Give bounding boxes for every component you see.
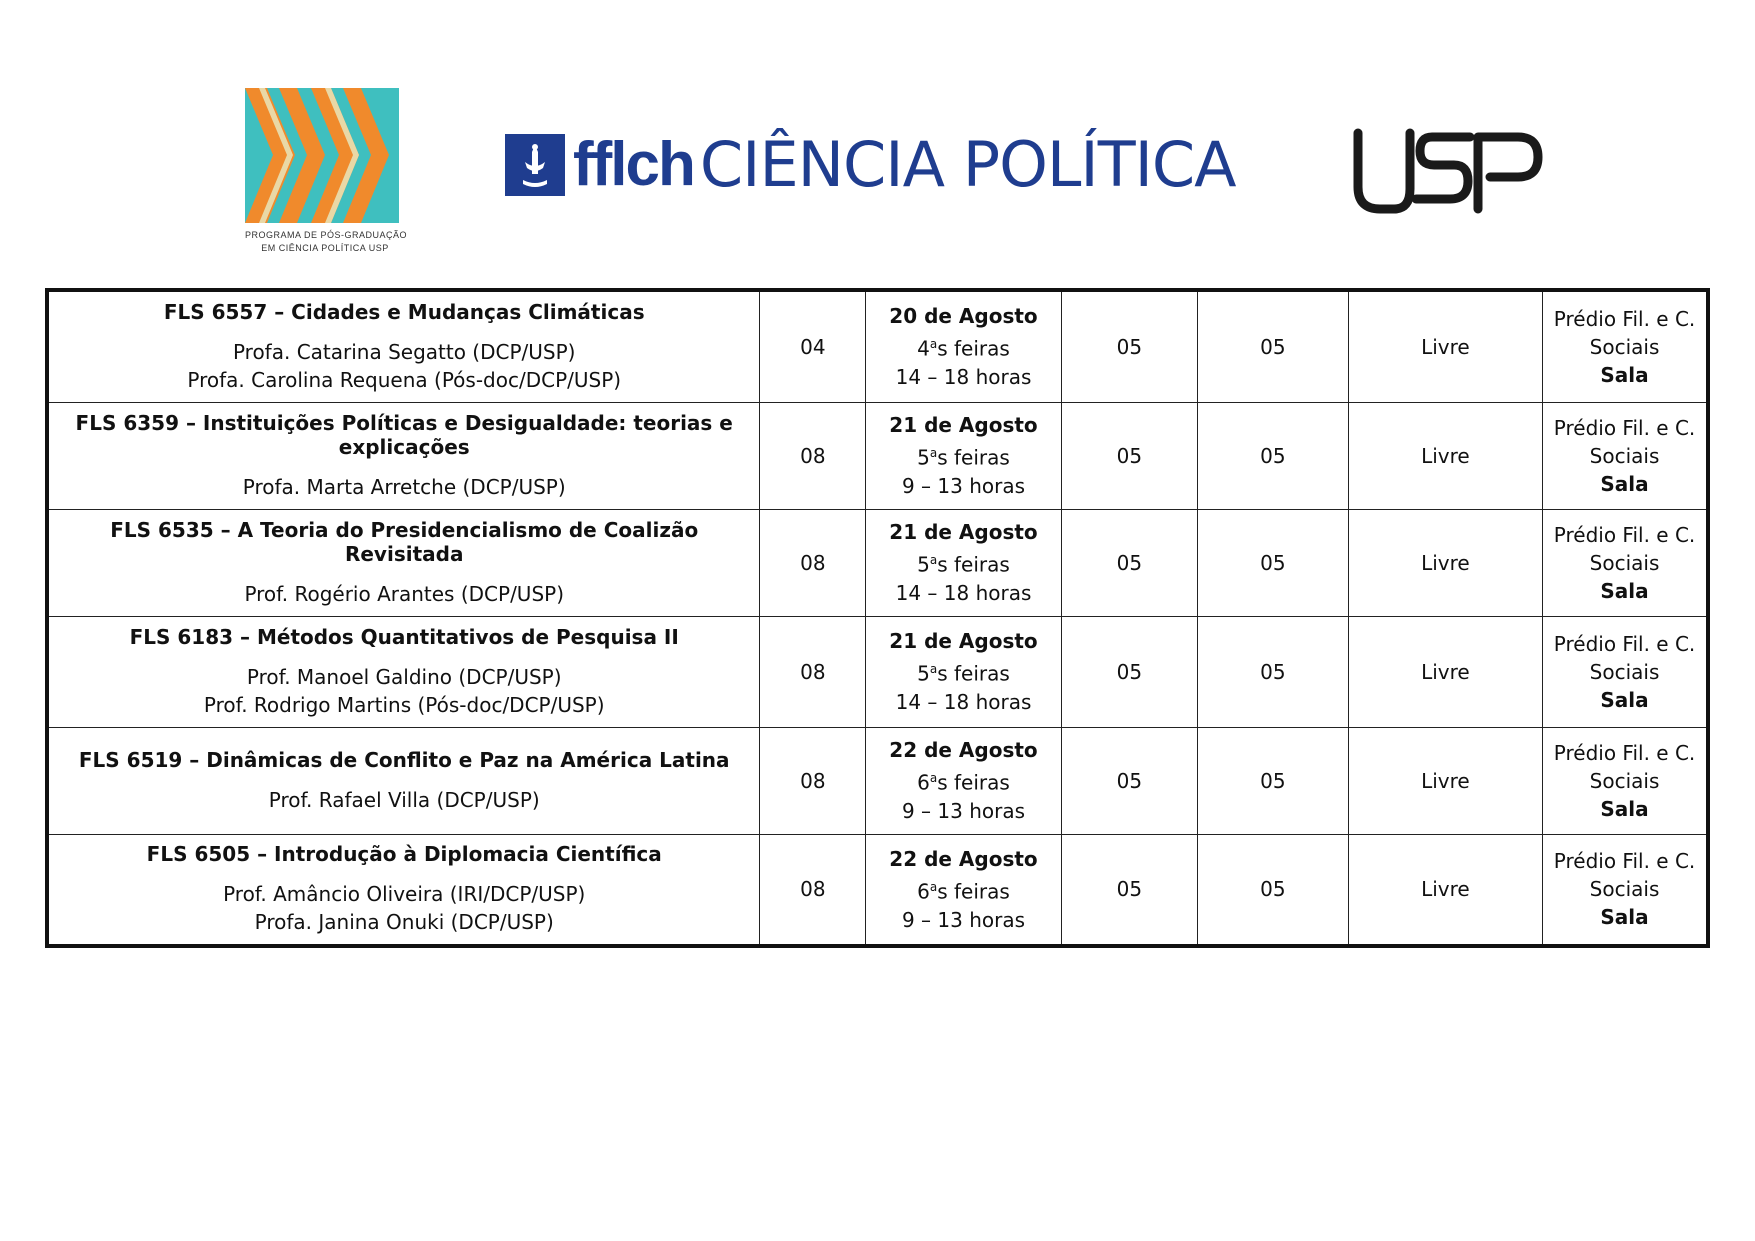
location-line: Prédio Fil. e C.: [1553, 415, 1696, 440]
ppg-logo-text-line1: PROGRAMA DE PÓS-GRADUAÇÃO: [245, 230, 408, 240]
professor-name: Prof. Manoel Galdino (DCP/USP): [246, 664, 562, 689]
professor-name: Profa. Carolina Requena (Pós-doc/DCP/USP): [187, 367, 622, 392]
weekday-ordinal: a: [929, 337, 938, 352]
ppg-logo-text-line2: EM CIÊNCIA POLÍTICA USP: [261, 243, 389, 253]
weekday-number: 6: [917, 770, 930, 795]
vacancies-cell-2: 05: [1198, 616, 1349, 727]
professor-name: Prof. Rodrigo Martins (Pós-doc/DCP/USP): [203, 692, 605, 717]
course-title: FLS 6359 – Instituições Políticas e Desigualdade: teorias e explicações: [75, 410, 733, 459]
schedule-weekday: [866, 873, 1060, 906]
location-line: Sociais: [1589, 443, 1660, 468]
weekday-suffix: s feiras: [937, 552, 1010, 577]
location-line: Sociais: [1589, 659, 1660, 684]
professor-name: Profa. Catarina Segatto (DCP/USP): [232, 339, 576, 364]
schedule-weekday: [866, 764, 1060, 797]
course-title: FLS 6183 – Métodos Quantitativos de Pesquisa II: [129, 624, 679, 649]
schedule-date: 22 de Agosto: [889, 846, 1038, 871]
schedule-cell: [866, 727, 1061, 834]
weekday-ordinal: a: [929, 662, 938, 677]
status-cell: Livre: [1348, 290, 1542, 402]
weekday-ordinal: a: [929, 446, 938, 461]
status-cell: Livre: [1348, 402, 1542, 509]
schedule-weekday: [866, 655, 1060, 688]
fflch-subtitle: CIÊNCIA POLÍTICA: [699, 128, 1236, 201]
vacancies-cell: 05: [1061, 727, 1197, 834]
schedule-hours: 14 – 18 horas: [895, 689, 1032, 714]
credits-cell: 08: [760, 509, 866, 616]
course-title: FLS 6535 – A Teoria do Presidencialismo de Coalizão Revisitada: [110, 517, 699, 566]
schedule-hours: 14 – 18 horas: [895, 365, 1032, 390]
schedule-date: 20 de Agosto: [889, 304, 1038, 329]
location-line: Sala: [1600, 687, 1649, 712]
status-cell: Livre: [1348, 509, 1542, 616]
schedule-cell: [866, 616, 1061, 727]
schedule-weekday: [866, 330, 1060, 363]
schedule-weekday: [866, 546, 1060, 579]
weekday-number: 5: [917, 661, 930, 686]
schedule-date: 22 de Agosto: [889, 738, 1038, 763]
weekday-suffix: s feiras: [937, 445, 1010, 470]
location-line: Sociais: [1589, 877, 1660, 902]
location-line: Prédio Fil. e C.: [1553, 849, 1696, 874]
usp-logo: [1350, 125, 1545, 217]
schedule-date: 21 de Agosto: [889, 629, 1038, 654]
schedule-hours: 9 – 13 horas: [901, 907, 1026, 932]
schedule-hours: 9 – 13 horas: [901, 798, 1026, 823]
status-cell: Livre: [1348, 834, 1542, 946]
location-line: Prédio Fil. e C.: [1553, 631, 1696, 656]
location-line: Sala: [1600, 471, 1649, 496]
course-cell: [47, 834, 760, 946]
course-cell: [47, 616, 760, 727]
schedule-date: 21 de Agosto: [889, 520, 1038, 545]
course-cell: [47, 402, 760, 509]
location-line: Prédio Fil. e C.: [1553, 306, 1696, 331]
weekday-ordinal: a: [929, 553, 938, 568]
vacancies-cell-2: 05: [1198, 290, 1349, 402]
vacancies-cell-2: 05: [1198, 727, 1349, 834]
course-row: [47, 290, 1708, 402]
weekday-ordinal: a: [929, 771, 938, 786]
courses-table-body: [47, 290, 1708, 946]
location-line: Prédio Fil. e C.: [1553, 522, 1696, 547]
professor-name: Profa. Janina Onuki (DCP/USP): [254, 910, 554, 935]
location-line: Prédio Fil. e C.: [1553, 740, 1696, 765]
status-cell: Livre: [1348, 616, 1542, 727]
course-cell: [47, 290, 760, 402]
courses-table: [45, 288, 1710, 948]
weekday-suffix: s feiras: [937, 337, 1010, 362]
schedule-cell: [866, 290, 1061, 402]
credits-cell: 08: [760, 834, 866, 946]
ppg-logo-mark: [245, 88, 399, 223]
weekday-suffix: s feiras: [937, 661, 1010, 686]
course-title: FLS 6505 – Introdução à Diplomacia Científica: [146, 842, 662, 867]
weekday-number: 6: [917, 879, 930, 904]
location-line: Sociais: [1589, 334, 1660, 359]
course-cell: [47, 509, 760, 616]
professor-name: Prof. Rafael Villa (DCP/USP): [268, 787, 540, 812]
weekday-number: 5: [917, 445, 930, 470]
credits-cell: 08: [760, 616, 866, 727]
ppg-logo: [245, 88, 408, 263]
location-cell: [1543, 509, 1708, 616]
location-cell: [1543, 727, 1708, 834]
vacancies-cell: 05: [1061, 834, 1197, 946]
credits-cell: 08: [760, 727, 866, 834]
course-title: FLS 6519 – Dinâmicas de Conflito e Paz na América Latina: [78, 747, 730, 772]
vacancies-cell: 05: [1061, 509, 1197, 616]
vacancies-cell-2: 05: [1198, 402, 1349, 509]
vacancies-cell: 05: [1061, 290, 1197, 402]
course-row: [47, 727, 1708, 834]
location-line: Sociais: [1589, 768, 1660, 793]
course-cell: [47, 727, 760, 834]
status-cell: Livre: [1348, 727, 1542, 834]
weekday-suffix: s feiras: [937, 770, 1010, 795]
credits-cell: 04: [760, 290, 866, 402]
location-line: Sala: [1600, 578, 1649, 603]
schedule-date: 21 de Agosto: [889, 413, 1038, 438]
weekday-number: 4: [917, 337, 930, 362]
fflch-wordmark: fflch: [573, 130, 694, 199]
schedule-hours: 14 – 18 horas: [895, 580, 1032, 605]
location-line: Sociais: [1589, 550, 1660, 575]
fflch-emblem-icon: [505, 134, 565, 196]
location-line: Sala: [1600, 362, 1649, 387]
professor-name: Prof. Rogério Arantes (DCP/USP): [244, 581, 564, 606]
fflch-logo: [505, 120, 1236, 210]
location-cell: [1543, 616, 1708, 727]
course-row: [47, 616, 1708, 727]
credits-cell: 08: [760, 402, 866, 509]
vacancies-cell: 05: [1061, 616, 1197, 727]
schedule-cell: [866, 402, 1061, 509]
course-row: [47, 834, 1708, 946]
schedule-weekday: [866, 439, 1060, 472]
vacancies-cell-2: 05: [1198, 834, 1349, 946]
schedule-cell: [866, 834, 1061, 946]
professor-name: Profa. Marta Arretche (DCP/USP): [242, 474, 566, 499]
vacancies-cell-2: 05: [1198, 509, 1349, 616]
location-cell: [1543, 834, 1708, 946]
professor-name: Prof. Amâncio Oliveira (IRI/DCP/USP): [223, 882, 586, 907]
weekday-suffix: s feiras: [937, 879, 1010, 904]
weekday-number: 5: [917, 552, 930, 577]
location-line: Sala: [1600, 796, 1649, 821]
schedule-hours: 9 – 13 horas: [901, 473, 1026, 498]
weekday-ordinal: a: [929, 879, 938, 894]
course-row: [47, 402, 1708, 509]
course-title: FLS 6557 – Cidades e Mudanças Climáticas: [163, 299, 645, 324]
location-line: Sala: [1600, 905, 1649, 930]
vacancies-cell: 05: [1061, 402, 1197, 509]
location-cell: [1543, 402, 1708, 509]
page-header: [0, 0, 1755, 280]
schedule-cell: [866, 509, 1061, 616]
course-row: [47, 509, 1708, 616]
location-cell: [1543, 290, 1708, 402]
